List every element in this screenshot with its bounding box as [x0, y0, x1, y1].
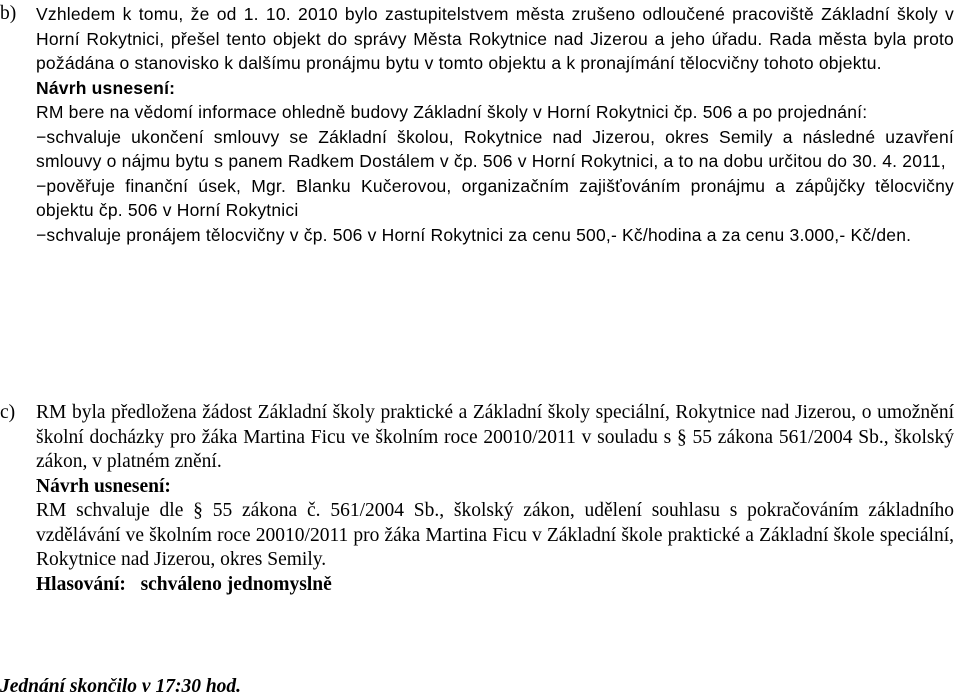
- section-b-resolution-3: −pověřuje finanční úsek, Mgr. Blanku Kučerovou, organizačním zajišťováním pronájmu a zápůjčky tělocvičny objektu čp. 506 v Horní Rokytnici: [36, 175, 954, 220]
- vote-result: schváleno jednomyslně: [140, 573, 332, 595]
- section-b-body: [36, 2, 954, 247]
- section-c-proposal-heading: Návrh usnesení:: [36, 475, 171, 497]
- closing-statement: Jednání skončilo v 17:30 hod.: [0, 676, 242, 697]
- section-b-marker: b): [0, 3, 17, 24]
- section-c-body: [36, 401, 954, 597]
- section-b-resolution-4: −schvaluje pronájem tělocvičny v čp. 506 v Horní Rokytnici za cenu 500,- Kč/hodina a za cenu 3.000,- Kč/den.: [36, 224, 912, 245]
- section-c-marker: c): [0, 402, 16, 423]
- vote-label: Hlasování:: [36, 573, 126, 595]
- section-b-resolution-2: −schvaluje ukončení smlouvy se Základní školou, Rokytnice nad Jizerou, okres Semily a následné uzavření smlouvy o nájmu bytu s panem Radkem Dostálem v čp. 506 v Horní Rokytnici, a to na dobu určitou do 30. 4. 2011,: [36, 126, 954, 171]
- section-b-proposal-heading: Návrh usnesení:: [36, 77, 176, 98]
- section-b-resolution-1: RM bere na vědomí informace ohledně budovy Základní školy v Horní Rokytnici čp. 506 a po projednání:: [36, 102, 868, 122]
- section-c-resolution: RM schvaluje dle § 55 zákona č. 561/2004 Sb., školský zákon, udělení souhlasu s pokračováním základního vzdělávání ve školním roce 20010/2011 pro žáka Martina Ficu v Základní škole praktické a Základní škole speciální, Rokytnice nad Jizerou, okres Semily.: [36, 500, 954, 570]
- section-c-intro: RM byla předložena žádost Základní školy praktické a Základní školy speciální, Rokytnice nad Jizerou, o umožnění školní docházky pro žáka Martina Ficu ve školním roce 20010/2011 v souladu s § 55 zákona 561/2004 Sb., školský zákon, v platném znění.: [36, 402, 954, 472]
- section-b-intro: Vzhledem k tomu, že od 1. 10. 2010 bylo zastupitelstvem města zrušeno odloučené pracoviště Základní školy v Horní Rokytnici, přešel tento objekt do správy Města Rokytnice nad Jizerou a jeho úřadu. Rada města byla proto požádána o stanovisko k dalšímu pronájmu bytu v tomto objektu a k pronajímání tělocvičny tohoto objektu.: [36, 4, 954, 73]
- section-c-vote: [36, 573, 954, 598]
